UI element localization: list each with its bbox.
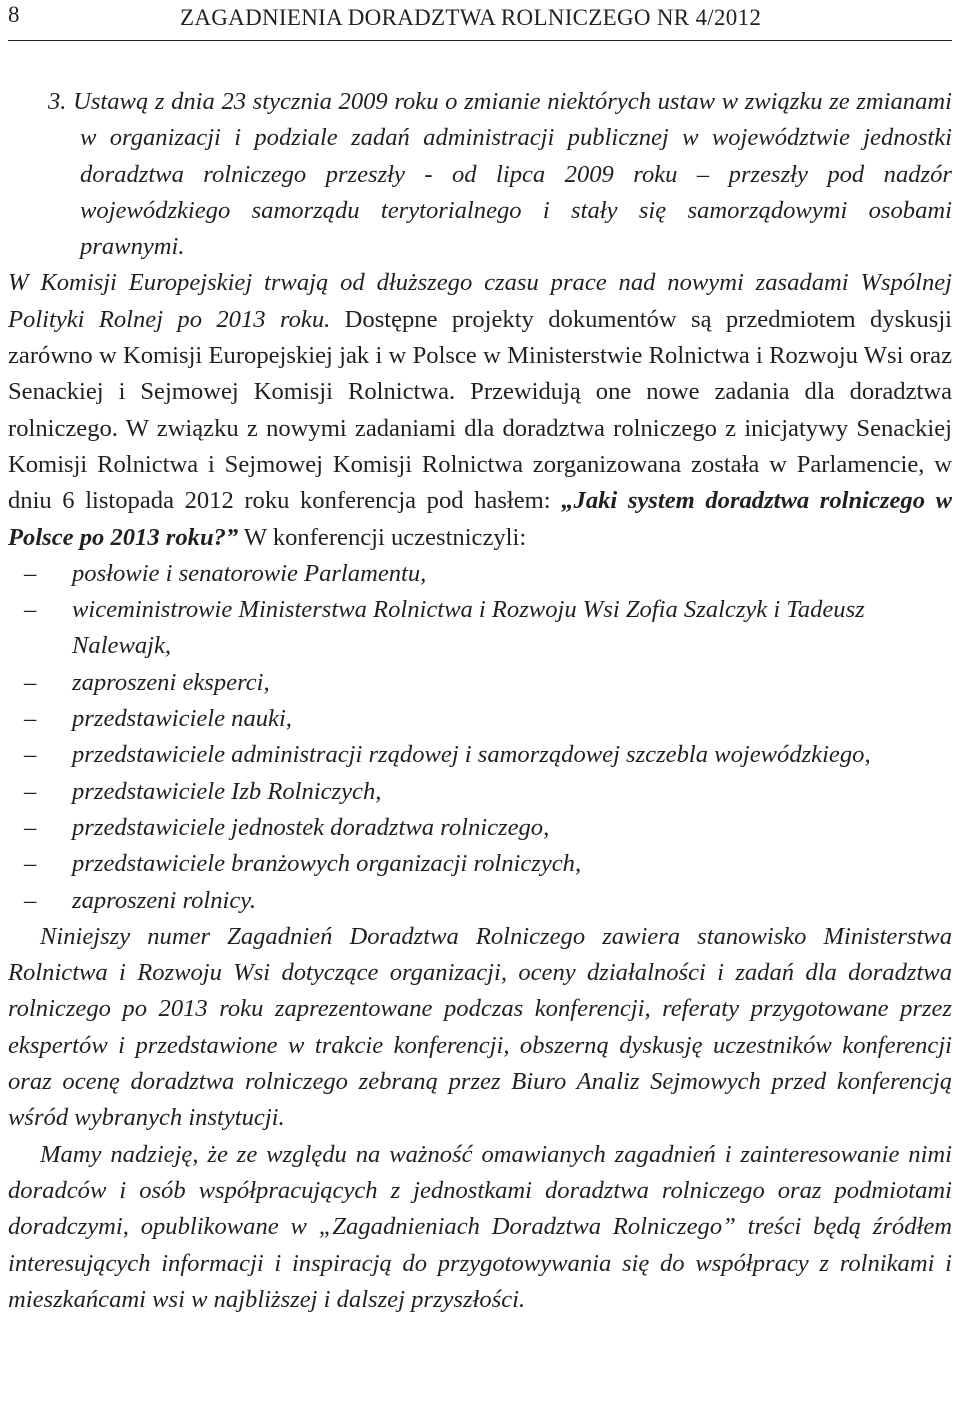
list-item <box>8 665 952 701</box>
list-item-text: przedstawiciele Izb Rolniczych, <box>72 777 382 805</box>
participants-list <box>8 556 952 919</box>
article-body <box>8 84 952 1318</box>
list-item-text: zaproszeni rolnicy. <box>72 886 256 914</box>
list-dash: – <box>24 741 37 769</box>
participants-intro: W konferencji uczestniczyli: <box>238 523 527 551</box>
journal-title: ZAGADNIENIA DORADZTWA ROLNICZEGO NR 4/2012 <box>180 5 762 30</box>
list-item-text: zaproszeni eksperci, <box>72 668 270 696</box>
list-dash: – <box>24 777 37 805</box>
list-dash: – <box>24 668 37 696</box>
paragraph-issue-contents: Niniejszy numer Zagadnień Doradztwa Rolniczego zawiera stanowisko Ministerstwa Rolnictwa i Rozwoju Wsi dotyczące organizacji, oceny działalności i zadań dla doradztwa rolniczego po 2013 roku zaprezentowane podczas konferencji, referaty przygotowane przez ekspertów i przedstawione w trakcie konferencji, obszerną dyskusję uczestników konferencji oraz ocenę doradztwa rolniczego zebraną przez Biuro Analiz Sejmowych przed konferencją wśród wybranych instytucji. <box>8 922 952 1132</box>
list-item <box>8 883 952 919</box>
list-dash: – <box>24 850 37 878</box>
paragraph-body: Dostępne projekty dokumentów są przedmiotem dyskusji zarówno w Komisji Europejskiej jak i w Polsce w Ministerstwie Rolnictwa i Rozwoju Wsi oraz Senackiej i Sejmowej Komisji Rolnictwa. Przewidują one nowe zadania dla doradztwa rolniczego. W związku z nowymi zadaniami dla doradztwa rolniczego z inicjatywy Senackiej Komisji Rolnictwa i Sejmowej Komisji Rolnictwa zorganizowana została w Parlamencie, w dniu 6 listopada 2012 roku konferencja pod hasłem: <box>8 305 952 515</box>
list-item <box>8 592 952 665</box>
paragraph-conference <box>8 265 952 555</box>
numbered-item-3 <box>8 84 952 265</box>
list-item <box>8 701 952 737</box>
list-item-text: przedstawiciele administracji rządowej i samorządowej szczebla wojewódzkiego, <box>72 741 871 769</box>
list-dash: – <box>24 705 37 733</box>
list-item <box>8 774 952 810</box>
list-item-text: przedstawiciele nauki, <box>72 705 292 733</box>
running-header <box>8 0 952 41</box>
item-text: Ustawą z dnia 23 stycznia 2009 roku o zmianie niektórych ustaw w związku ze zmianami w organizacji i podziale zadań administracji publicznej w województwie jednostki doradztwa rolniczego przeszły - od lipca 2009 roku – przeszły pod nadzór wojewódzkiego samorządu terytorialnego i stały się samorządowymi osobami prawnymi. <box>73 88 952 261</box>
document-page <box>8 0 952 1313</box>
paragraph-closing: Mamy nadzieję, że ze względu na ważność omawianych zagadnień i zainteresowanie nimi doradców i osób współpracujących z jednostkami doradztwa rolniczego oraz podmiotami doradczymi, opublikowane w „Zagadnieniach Doradztwa Rolniczego” treści będą źródłem interesujących informacji i inspiracją do przygotowywania się do współpracy z rolnikami i mieszkańcami wsi w najbliższej i dalszej przyszłości. <box>8 1140 952 1313</box>
list-dash: – <box>24 886 37 914</box>
list-item <box>8 846 952 882</box>
list-dash: – <box>24 596 37 624</box>
list-item-text: przedstawiciele jednostek doradztwa rolniczego, <box>72 813 550 841</box>
conference-motto: „Jaki system doradztwa rolniczego w Polsce po 2013 roku?” <box>8 487 952 551</box>
page-number: 8 <box>8 2 20 27</box>
list-item-text: posłowie i senatorowie Parlamentu, <box>72 559 427 587</box>
list-item <box>8 810 952 846</box>
list-item <box>8 556 952 592</box>
list-dash: – <box>24 813 37 841</box>
item-number: 3. <box>48 88 67 115</box>
list-item-text: wiceministrowie Ministerstwa Rolnictwa i Rozwoju Wsi Zofia Szalczyk i Tadeusz Nalewajk, <box>72 596 865 660</box>
list-dash: – <box>24 559 37 587</box>
paragraph-italic-lead: W Komisji Europejskiej trwają od dłuższego czasu prace nad nowymi zasadami Wspólnej Polityki Rolnej po 2013 roku. <box>8 269 952 333</box>
list-item <box>8 737 952 773</box>
list-item-text: przedstawiciele branżowych organizacji rolniczych, <box>72 850 582 878</box>
